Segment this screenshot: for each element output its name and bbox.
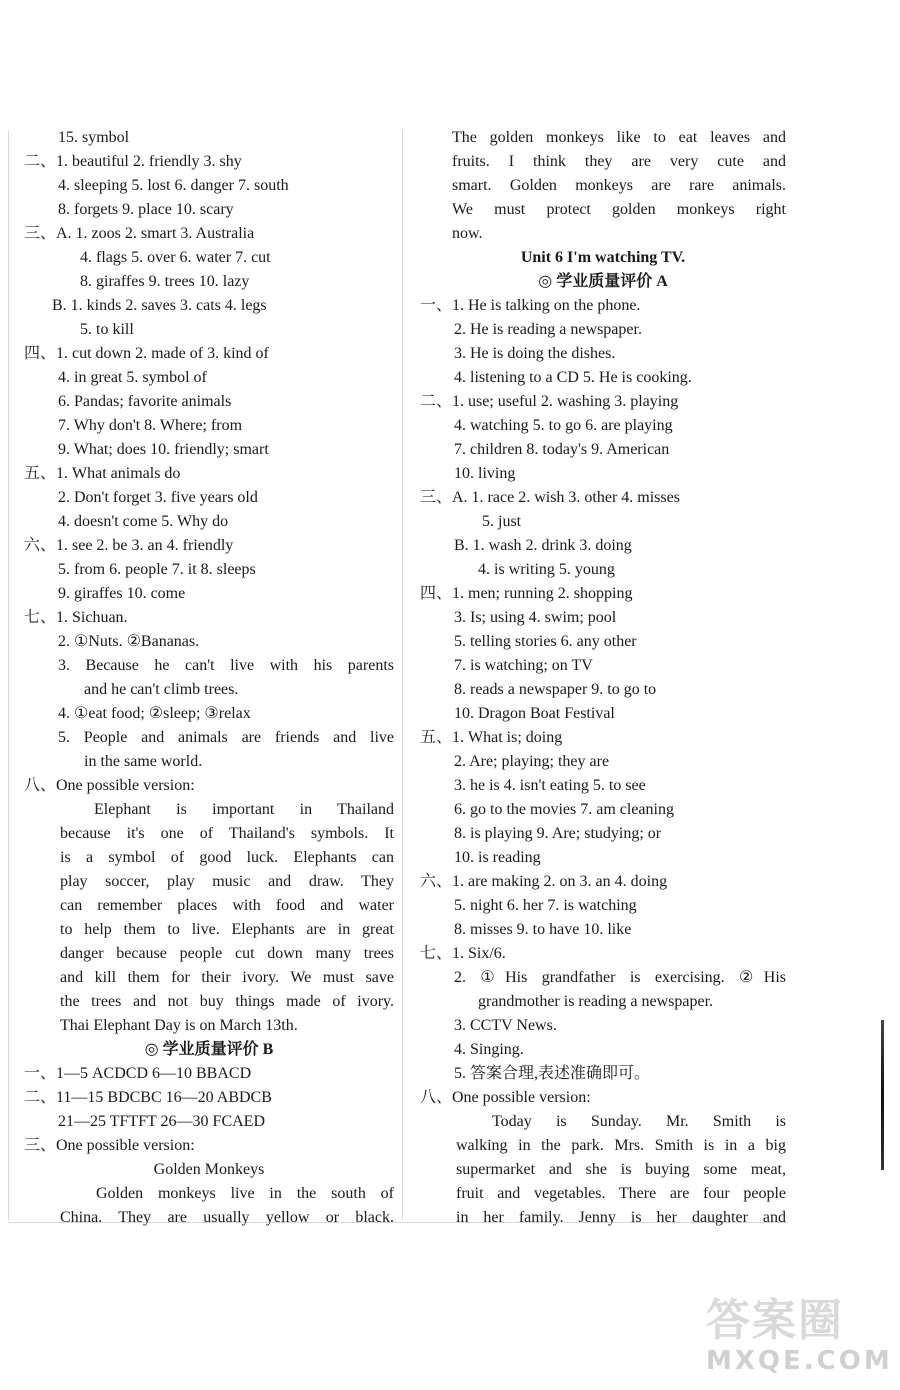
answer-line: 8. reads a newspaper 9. to go to [454,681,657,698]
answer-line: 6. go to the movies 7. am cleaning [454,801,674,818]
column-divider [402,130,403,1220]
answer-line: now. [452,225,483,242]
answer-line: 3. He is doing the dishes. [454,345,616,362]
watermark-domain: MXQE.COM [706,1346,893,1376]
answer-line: 5. 答案合理,表述准确即可。 [454,1065,651,1082]
answer-line: 9. What; does 10. friendly; smart [58,441,269,458]
answer-line: because it's one of Thailand's symbols. It [60,825,394,842]
answer-line: 4. is writing 5. young [478,561,615,578]
answer-line: 四、1. men; running 2. shopping [420,585,633,602]
answer-line: 2. ①His grandfather is exercising. ②His [454,969,786,986]
left-margin-rule [8,130,9,1220]
answer-line: 8. misses 9. to have 10. like [454,921,632,938]
answer-line: and kill them for their ivory. We must save [60,969,394,986]
answer-line: B. 1. kinds 2. saves 3. cats 4. legs [52,297,267,314]
answer-line: 2. He is reading a newspaper. [454,321,642,338]
answer-line: to help them to live. Elephants are in great [60,921,394,938]
answer-line: 4. Singing. [454,1041,524,1058]
answer-line: 2. ①Nuts. ②Bananas. [58,633,200,650]
answer-line: 4. ①eat food; ②sleep; ③relax [58,705,251,722]
answer-line: 4. flags 5. over 6. water 7. cut [80,249,271,266]
answer-line: 3. Because he can't live with his parents [58,657,394,674]
answer-line: 4. listening to a CD 5. He is cooking. [454,369,692,386]
answer-line: 八、One possible version: [420,1089,591,1106]
right-column [420,126,786,1230]
answer-line: 4. sleeping 5. lost 6. danger 7. south [58,177,289,194]
answer-line: 3. CCTV News. [454,1017,557,1034]
answer-line: 10. living [454,465,516,482]
answer-line: 五、1. What is; doing [420,729,563,746]
answer-line: 二、11—15 BDCBC 16—20 ABDCB [24,1089,272,1106]
answer-line: 8. giraffes 9. trees 10. lazy [80,273,250,290]
answer-line: can remember places with food and water [60,897,394,914]
answer-line: 二、1. beautiful 2. friendly 3. shy [24,153,242,170]
answer-line: 三、One possible version: [24,1137,195,1154]
answer-line: is a symbol of good luck. Elephants can [60,849,394,866]
answer-line: fruit and vegetables. There are four people [456,1185,786,1202]
answer-line: 2. Don't forget 3. five years old [58,489,258,506]
section-heading: Unit 6 I'm watching TV. [520,249,686,266]
answer-line: play soccer, play music and draw. They [60,873,394,890]
answer-line: in her family. Jenny is her daughter and [456,1209,786,1226]
section-heading: ◎ 学业质量评价 B [144,1041,274,1058]
answer-line: 15. symbol [58,129,130,146]
answer-line: 一、1—5 ACDCD 6—10 BBACD [24,1065,252,1082]
answer-line: China. They are usually yellow or black. [60,1209,394,1226]
answer-line: 2. Are; playing; they are [454,753,610,770]
answer-line: 21—25 TFTFT 26—30 FCAED [58,1113,265,1130]
answer-line: 3. he is 4. isn't eating 5. to see [454,777,646,794]
answer-line: 五、1. What animals do [24,465,181,482]
answer-line: 八、One possible version: [24,777,195,794]
site-watermark [706,1296,892,1386]
answer-line: 3. Is; using 4. swim; pool [454,609,617,626]
answer-line: supermarket and she is buying some meat, [456,1161,786,1178]
answer-line: fruits. I think they are very cute and [452,153,786,170]
answer-line: The golden monkeys like to eat leaves and [452,129,786,146]
answer-line: in the same world. [84,753,203,770]
answer-line: 5. telling stories 6. any other [454,633,637,650]
answer-line: 7. children 8. today's 9. American [454,441,670,458]
watermark-logo-text: 答案圈 [706,1295,844,1346]
scan-edge-mark [881,1020,884,1170]
section-heading: ◎ 学业质量评价 A [538,273,668,290]
answer-line: 4. watching 5. to go 6. are playing [454,417,673,434]
answer-line: 5. to kill [80,321,134,338]
answer-line: the trees and not buy things made of ivory. [60,993,394,1010]
answer-line: 六、1. see 2. be 3. an 4. friendly [24,537,234,554]
answer-line: and he can't climb trees. [84,681,239,698]
answer-line: 七、1. Sichuan. [24,609,128,626]
answer-line: danger because people cut down many trees [60,945,394,962]
answer-line: 六、1. are making 2. on 3. an 4. doing [420,873,668,890]
answer-line: 一、1. He is talking on the phone. [420,297,641,314]
answer-line: 二、1. use; useful 2. washing 3. playing [420,393,679,410]
left-column [24,126,394,1230]
answer-line: 7. is watching; on TV [454,657,593,674]
answer-line: grandmother is reading a newspaper. [478,993,714,1010]
section-heading: Golden Monkeys [153,1161,265,1178]
answer-line: smart. Golden monkeys are rare animals. [452,177,786,194]
answer-line: 8. is playing 9. Are; studying; or [454,825,662,842]
answer-line: 三、A. 1. race 2. wish 3. other 4. misses [420,489,680,506]
answer-line: 5. just [482,513,522,530]
answer-line: 5. night 6. her 7. is watching [454,897,637,914]
answer-line: 七、1. Six/6. [420,945,506,962]
answer-line: 10. Dragon Boat Festival [454,705,615,722]
answer-line: Golden monkeys live in the south of [96,1185,394,1202]
answer-line: 8. forgets 9. place 10. scary [58,201,234,218]
answer-line: 9. giraffes 10. come [58,585,186,602]
answer-line: Elephant is important in Thailand [94,801,394,818]
answer-line: 4. doesn't come 5. Why do [58,513,229,530]
answer-line: Thai Elephant Day is on March 13th. [60,1017,298,1034]
answer-line: We must protect golden monkeys right [452,201,786,218]
answer-line: 6. Pandas; favorite animals [58,393,232,410]
answer-line: 5. People and animals are friends and live [58,729,394,746]
answer-line: 5. from 6. people 7. it 8. sleeps [58,561,256,578]
answer-line: B. 1. wash 2. drink 3. doing [454,537,632,554]
answer-line: Today is Sunday. Mr. Smith is [492,1113,786,1130]
answer-line: 三、A. 1. zoos 2. smart 3. Australia [24,225,255,242]
answer-line: 7. Why don't 8. Where; from [58,417,243,434]
answer-line: walking in the park. Mrs. Smith is in a big [456,1137,786,1154]
answer-line: 4. in great 5. symbol of [58,369,207,386]
answer-line: 10. is reading [454,849,541,866]
answer-line: 四、1. cut down 2. made of 3. kind of [24,345,269,362]
